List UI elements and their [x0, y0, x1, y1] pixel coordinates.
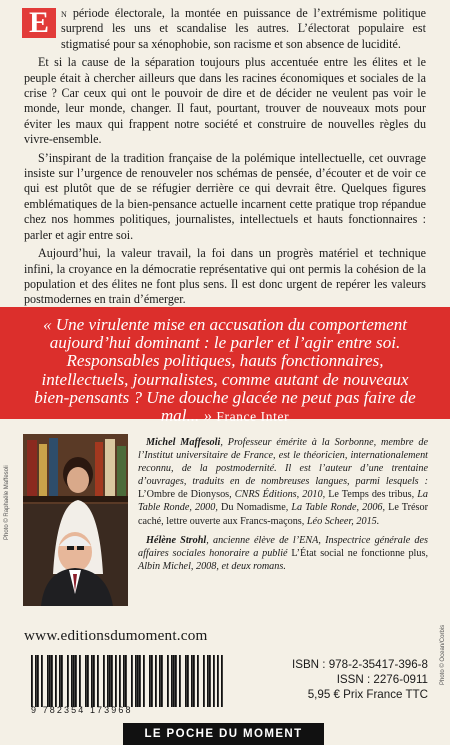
barcode-bar	[139, 655, 141, 707]
barcode-bar	[111, 655, 113, 707]
paragraph-1-text: période électorale, la montée en puissance de l’extrémisme politique surprend les uns et scandalise les autres. L’électorat populaire est stigmatisé pour sa xénophobie, son racisme et son absence de lucidité.	[61, 6, 426, 51]
barcode-bar	[185, 655, 187, 707]
book-title: L’Ombre de Dionysos	[138, 489, 230, 501]
barcode-bar	[119, 655, 121, 707]
barcode-bar	[67, 655, 69, 707]
barcode-bar	[103, 655, 105, 707]
book-title: Le Temps des tribus	[328, 489, 412, 501]
authors-bio	[138, 436, 428, 579]
barcode-bar	[207, 655, 209, 707]
barcode-bar	[123, 655, 125, 707]
authors-photo	[23, 434, 128, 606]
barcode-bar	[131, 655, 133, 707]
barcode-bar	[167, 655, 169, 707]
barcode-bar	[85, 655, 87, 707]
publisher: , La Table Ronde, 2006,	[285, 502, 389, 514]
barcode-bar	[97, 655, 99, 707]
barcode-bar	[143, 655, 145, 707]
author-2-description: , ancienne élève de l’ENA, Inspectrice générale des affaires sociales honoraire a publié	[138, 534, 428, 559]
barcode-bar	[151, 655, 153, 707]
barcode-bar	[221, 655, 223, 707]
barcode-bar	[51, 655, 53, 707]
barcode-bar	[197, 655, 199, 707]
author-2-name: Hélène Strohl	[146, 534, 207, 546]
author-1-description: , Professeur émérite à la Sorbonne, membre de l’Institut universitaire de France, est le théoricien, internationalement reconnu, de la postmodernité. Il est l’auteur d’une trentaine d’ouvrages, traduits en de nombreuses langues, parmi lesquels :	[138, 437, 428, 488]
barcode-bar	[193, 655, 195, 707]
barcode-bar	[135, 655, 137, 707]
back-cover-blurb	[24, 6, 426, 311]
dropcap-continuation: n	[61, 6, 68, 20]
barcode-bar	[73, 655, 75, 707]
author-1-bio	[138, 436, 428, 528]
barcode-bar	[41, 655, 43, 707]
barcode-bar	[35, 655, 37, 707]
barcode-bar	[217, 655, 219, 707]
isbn-barcode	[31, 655, 223, 707]
barcode-bar	[213, 655, 215, 707]
book-title: Du Nomadisme	[220, 502, 286, 514]
publisher: , CNRS Éditions, 2010,	[229, 489, 329, 501]
isbn-block	[268, 657, 428, 703]
blurb-paragraph-4: Aujourd’hui, la valeur travail, la foi dans un progrès matériel et technique infini, la croyance en la démocratie représentative qui ont permis la cohésion de la population et des élites ne font plus sens. Il est donc urgent de repérer les valeurs postmodernes en train d’émerger.	[24, 246, 426, 307]
barcode-bar	[59, 655, 61, 707]
barcode-bar	[37, 655, 39, 707]
press-quote-band	[0, 307, 450, 426]
barcode-bar	[125, 655, 127, 707]
barcode-bar	[49, 655, 51, 707]
author-2-bio	[138, 534, 428, 573]
barcode-bar	[161, 655, 163, 707]
barcode-bar	[115, 655, 117, 707]
price: 5,95 € Prix France TTC	[307, 688, 428, 702]
barcode-bar	[75, 655, 77, 707]
barcode-bar	[209, 655, 211, 707]
issn-number: ISSN : 2276-0911	[336, 673, 428, 687]
barcode-bar	[155, 655, 157, 707]
barcode-bar	[173, 655, 175, 707]
barcode-bar	[137, 655, 139, 707]
barcode-digits: 9 782354 173968	[31, 705, 133, 715]
book-title: L’État social ne fonctionne plus	[291, 547, 426, 559]
barcode-bar	[191, 655, 193, 707]
drop-cap: E	[22, 8, 56, 38]
barcode-bar	[109, 655, 111, 707]
collection-banner: LE POCHE DU MOMENT	[123, 723, 324, 745]
barcode-bar	[175, 655, 177, 707]
publisher: , La Table Ronde, 2000,	[138, 489, 428, 514]
publisher: , Albin Michel, 2008, et deux romans.	[138, 547, 428, 572]
barcode-bar	[61, 655, 63, 707]
photo-credit-left: Photo © Raphaële Maffesoli	[4, 465, 10, 540]
barcode-bar	[107, 655, 109, 707]
publisher-website-link[interactable]: www.editionsdumoment.com	[24, 627, 208, 644]
blurb-paragraph-3: S’inspirant de la tradition française de la polémique intellectuelle, cet ouvrage insiste sur l’urgence de renouveler nos schémas de pensée, d’écouter et de voir ce qui est plutôt que de se réfugier derrière ce qui devrait être. Quelques figures emblématiques de la bien-pensance actuelle incarnent cette pratique trop répandue chez nos hommes politiques, journalistes, intellectuels et hauts fonctionnaires : parler et agir entre soi.	[24, 150, 426, 242]
blurb-paragraph-2: Et si la cause de la séparation toujours plus accentuée entre les élites et le peuple était à chercher ailleurs que dans les racines économiques et sociales de la crise ? Car ceux qui ont le pouvoir de dire et de décider ne veulent pas voir le monde, leur monde, changer. Il faut, pourtant, trouver de nouveaux mots pour éviter les maux qui frappent notre société et construire de nouvelles règles du vivre-ensemble.	[24, 55, 426, 147]
barcode-bar	[47, 655, 49, 707]
barcode-bar	[91, 655, 93, 707]
press-quote-text: « Une virulente mise en accusation du comportement aujourd’hui dominant : le parler et l’agir entre soi. Responsables politiques, hauts fonctionnaires, intellectuels, journalistes, comme autant de nouveaux bien-pensants ? Une douche glacée ne peut pas faire de mal... »	[34, 315, 416, 426]
publisher: , Léo Scheer, 2015.	[301, 515, 380, 527]
barcode-bar	[55, 655, 57, 707]
barcode-bar	[171, 655, 173, 707]
barcode-bar	[79, 655, 81, 707]
barcode-bar	[159, 655, 161, 707]
press-quote-source: France Inter	[216, 409, 290, 425]
barcode-bar	[179, 655, 181, 707]
authors-photo-illustration	[23, 434, 128, 606]
barcode-bar	[71, 655, 73, 707]
barcode-bar	[149, 655, 151, 707]
barcode-bar	[187, 655, 189, 707]
barcode-bar	[87, 655, 89, 707]
book-title: Le Trésor caché, lettre ouverte aux Francs-maçons	[138, 502, 428, 527]
barcode-bar	[203, 655, 205, 707]
photo-credit-right: Photo © Ocean/Corbis	[440, 624, 446, 685]
blurb-paragraph-1	[24, 6, 426, 52]
author-1-name: Michel Maffesoli	[146, 437, 221, 448]
barcode-bar	[31, 655, 33, 707]
isbn-number: ISBN : 978-2-35417-396-8	[292, 658, 428, 671]
barcode-bar	[93, 655, 95, 707]
